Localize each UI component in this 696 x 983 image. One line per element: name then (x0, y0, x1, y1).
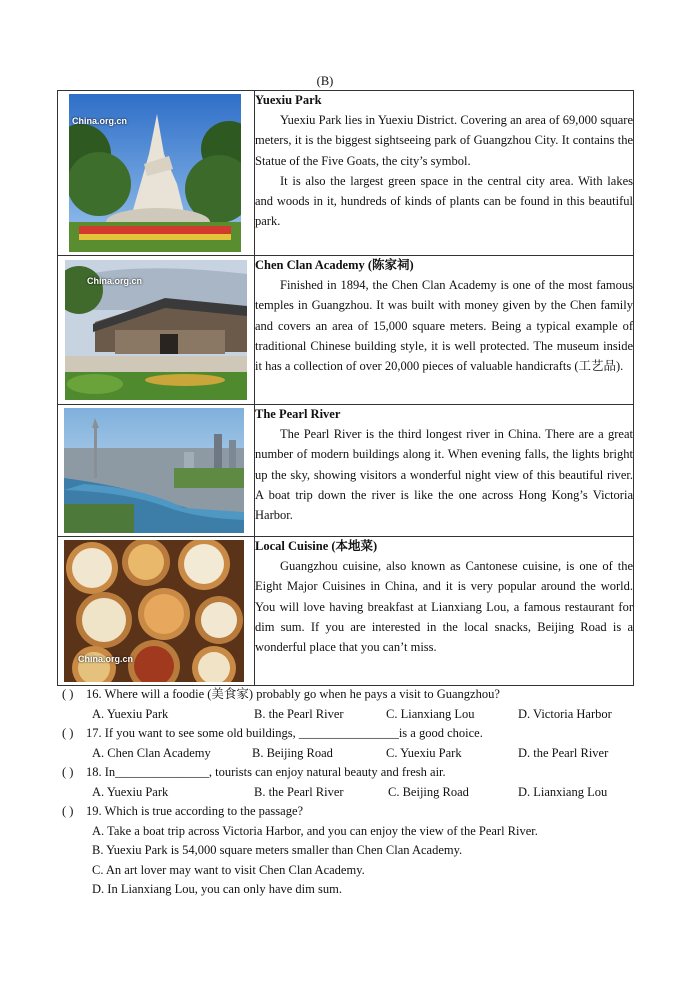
question-stem: 18. In_______________, tourists can enjoy natural beauty and fresh air. (86, 765, 446, 779)
question-18-options (62, 783, 662, 803)
image-cell (58, 405, 255, 537)
question-stem: 16. Where will a foodie (美食家) probably go when he pays a visit to Guangzhou? (86, 687, 500, 701)
option-b[interactable]: B. Beijing Road (252, 745, 333, 760)
text-cell (255, 256, 634, 405)
image-cell (58, 537, 255, 686)
question-18 (62, 763, 662, 783)
question-16-options (62, 705, 662, 725)
yuexiu-park-image (69, 94, 241, 252)
item-paragraph: Guangzhou cuisine, also known as Cantonese cuisine, is one of the Eight Major Cuisines in China, and it is very popular around the world. You will love having breakfast at Lianxiang Lou, a famous restaurant for dim sum. If you are interested in the local snacks, Beijing Road is a wonderful place that you can’t miss. (255, 559, 633, 655)
option-b[interactable]: B. the Pearl River (254, 784, 344, 799)
item-paragraph: The Pearl River is the third longest river in China. There are a great number of modern buildings along it. When evening falls, the lights bright up the sky, showing visitors a wonderful night view of this beautiful river. A boat trip down the river is like the one across Hong Kong’s Victoria Harbor. (255, 427, 633, 523)
question-17 (62, 724, 662, 744)
item-title: Yuexiu Park (255, 93, 322, 107)
item-title: Local Cuisine (本地菜) (255, 539, 378, 553)
image-watermark: China.org.cn (87, 276, 143, 286)
table-row (58, 537, 634, 686)
question-19 (62, 802, 662, 822)
option-c[interactable]: C. Beijing Road (388, 784, 469, 799)
section-label: (B) (316, 74, 334, 88)
option-a[interactable]: A. Yuexiu Park (92, 784, 169, 799)
question-16 (62, 685, 662, 705)
option-b[interactable]: B. Yuexiu Park is 54,000 square meters smaller than Chen Clan Academy. (92, 843, 463, 857)
option-d[interactable]: D. Victoria Harbor (518, 706, 612, 721)
image-watermark: China.org.cn (72, 116, 128, 126)
local-cuisine-image (64, 540, 244, 682)
question-stem: 19. Which is true according to the passage? (86, 804, 304, 818)
image-cell (58, 91, 255, 256)
attractions-table (57, 90, 634, 686)
item-paragraph: Yuexiu Park lies in Yuexiu District. Covering an area of 69,000 square meters, it is the biggest sightseeing park of Guangzhou City. It contains the Statue of the Five Goats, the city’s symbol. (255, 113, 633, 168)
item-paragraph: Finished in 1894, the Chen Clan Academy is one of the most famous temples in Guangzhou. It was built with money given by the Chen family and covers an area of 15,000 square meters. Being a typical example of traditional Chinese building style, it is well protected. The museum inside it has a collection of over 20,000 pieces of valuable handicrafts (工艺品). (255, 278, 633, 374)
option-a[interactable]: A. Yuexiu Park (92, 706, 169, 721)
table-row (58, 91, 634, 256)
questions-section (62, 685, 662, 900)
option-c[interactable]: C. Yuexiu Park (386, 745, 462, 760)
question-17-options (62, 744, 662, 764)
answer-blank[interactable]: ( ) (62, 726, 74, 740)
option-d[interactable]: D. the Pearl River (518, 745, 609, 760)
option-d[interactable]: D. Lianxiang Lou (518, 784, 608, 799)
text-cell (255, 91, 634, 256)
text-cell (255, 537, 634, 686)
answer-blank[interactable]: ( ) (62, 765, 74, 779)
question-stem: 17. If you want to see some old buildings, ________________is a good choice. (86, 726, 483, 740)
option-a[interactable]: A. Take a boat trip across Victoria Harbor, and you can enjoy the view of the Pearl River. (92, 823, 538, 838)
option-b[interactable]: B. the Pearl River (254, 706, 344, 721)
item-title: The Pearl River (255, 407, 341, 421)
option-c[interactable]: C. Lianxiang Lou (386, 706, 475, 721)
table-row (58, 405, 634, 537)
pearl-river-image (64, 408, 244, 533)
item-paragraph: It is also the largest green space in the central city area. With lakes and woods in it, hundreds of kinds of plants can be found in this beautiful park. (255, 173, 633, 229)
text-cell (255, 405, 634, 537)
answer-blank[interactable]: ( ) (62, 687, 74, 701)
item-title: Chen Clan Academy (陈家祠) (255, 258, 414, 272)
answer-blank[interactable]: ( ) (62, 804, 74, 818)
table-row (58, 256, 634, 405)
chen-clan-academy-image (65, 260, 247, 400)
option-c[interactable]: C. An art lover may want to visit Chen Clan Academy. (92, 862, 365, 877)
option-a[interactable]: A. Chen Clan Academy (92, 745, 211, 760)
image-cell (58, 256, 255, 405)
river-cityscape-illustration (64, 408, 244, 533)
option-d[interactable]: D. In Lianxiang Lou, you can only have dim sum. (92, 882, 342, 896)
image-watermark: China.org.cn (78, 654, 134, 664)
